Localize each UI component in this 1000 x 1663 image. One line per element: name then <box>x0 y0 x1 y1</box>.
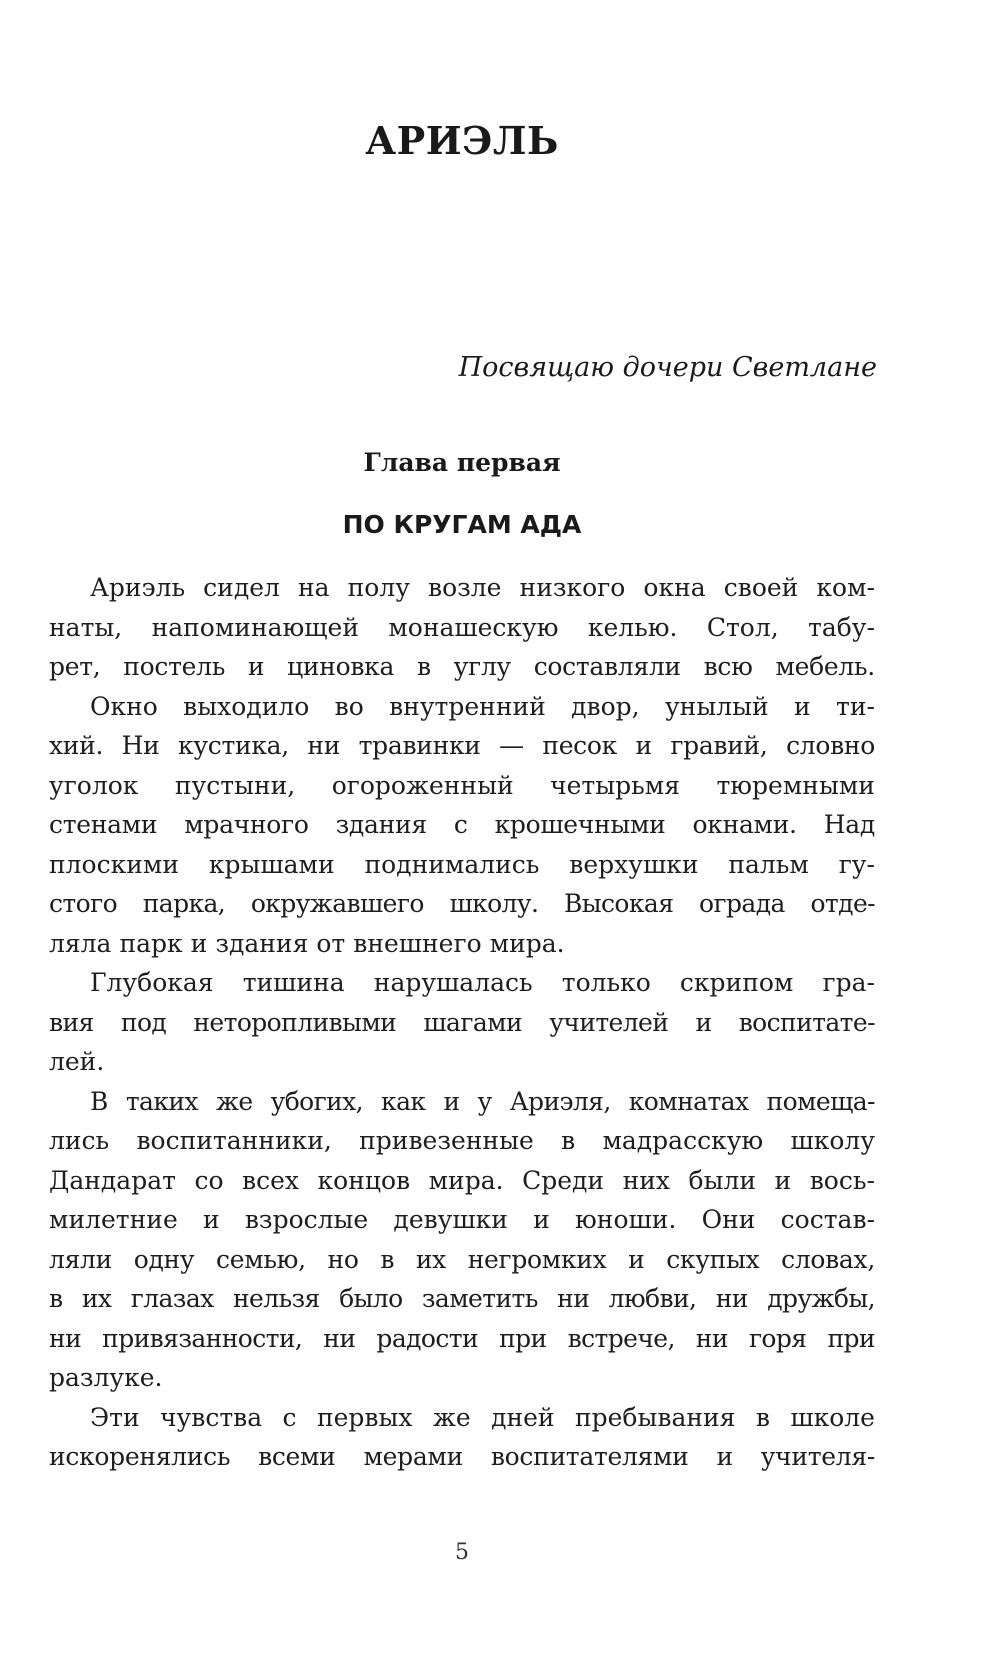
chapter-label: Глава первая <box>363 448 561 477</box>
text-line: Эти чувства с первых же дней пребывания в школе <box>90 1402 875 1432</box>
text-line: милетние и взрослые девушки и юноши. Они состав- <box>49 1205 875 1234</box>
text-line: наты, напоминающей монашескую келью. Стол, табу- <box>49 612 875 642</box>
text-line: ляла парк и здания от внешнего мира. <box>49 928 565 958</box>
text-line: искоренялись всеми мерами воспитателями и учителя- <box>49 1442 875 1471</box>
text-line: лись воспитанники, привезенные в мадрасскую школу <box>49 1126 875 1155</box>
body-text <box>49 568 875 1477</box>
text-line: Ариэль сидел на полу возле низкого окна своей ком- <box>90 573 875 602</box>
text-line: разлуке. <box>49 1363 163 1392</box>
text-line: Глубокая тишина нарушалась только скрипом гра- <box>90 968 875 997</box>
text-line: Окно выходило во внутренний двор, унылый и ти- <box>90 691 875 721</box>
page-number: 5 <box>455 1540 469 1565</box>
chapter-title: ПО КРУГАМ АДА <box>342 510 582 539</box>
text-line: В таких же убогих, как и у Ариэля, комнатах помеща- <box>90 1086 875 1116</box>
text-line: хий. Ни кустика, ни травинки — песок и гравий, словно <box>49 731 875 760</box>
text-line: вия под неторопливыми шагами учителей и воспитате- <box>49 1007 875 1037</box>
text-line: Дандарат со всех концов мира. Среди них были и вось- <box>49 1165 875 1195</box>
text-line: стого парка, окружавшего школу. Высокая ограда отде- <box>49 889 875 918</box>
dedication: Посвящаю дочери Светлане <box>458 352 877 383</box>
text-line: стенами мрачного здания с крошечными окнами. Над <box>49 810 875 839</box>
text-line: в их глазах нельзя было заметить ни любви, ни дружбы, <box>49 1284 875 1313</box>
text-line: ляли одну семью, но в их негромких и скупых словах, <box>49 1244 875 1274</box>
text-line: ни привязанности, ни радости при встрече, ни горя при <box>49 1323 875 1353</box>
text-line: лей. <box>49 1047 105 1076</box>
text-line: рет, постель и циновка в углу составляли всю мебель. <box>49 652 875 681</box>
text-line: уголок пустыни, огороженный четырьмя тюремными <box>49 770 875 800</box>
book-title: АРИЭЛЬ <box>365 118 559 163</box>
text-line: плоскими крышами поднимались верхушки пальм гу- <box>49 849 875 879</box>
